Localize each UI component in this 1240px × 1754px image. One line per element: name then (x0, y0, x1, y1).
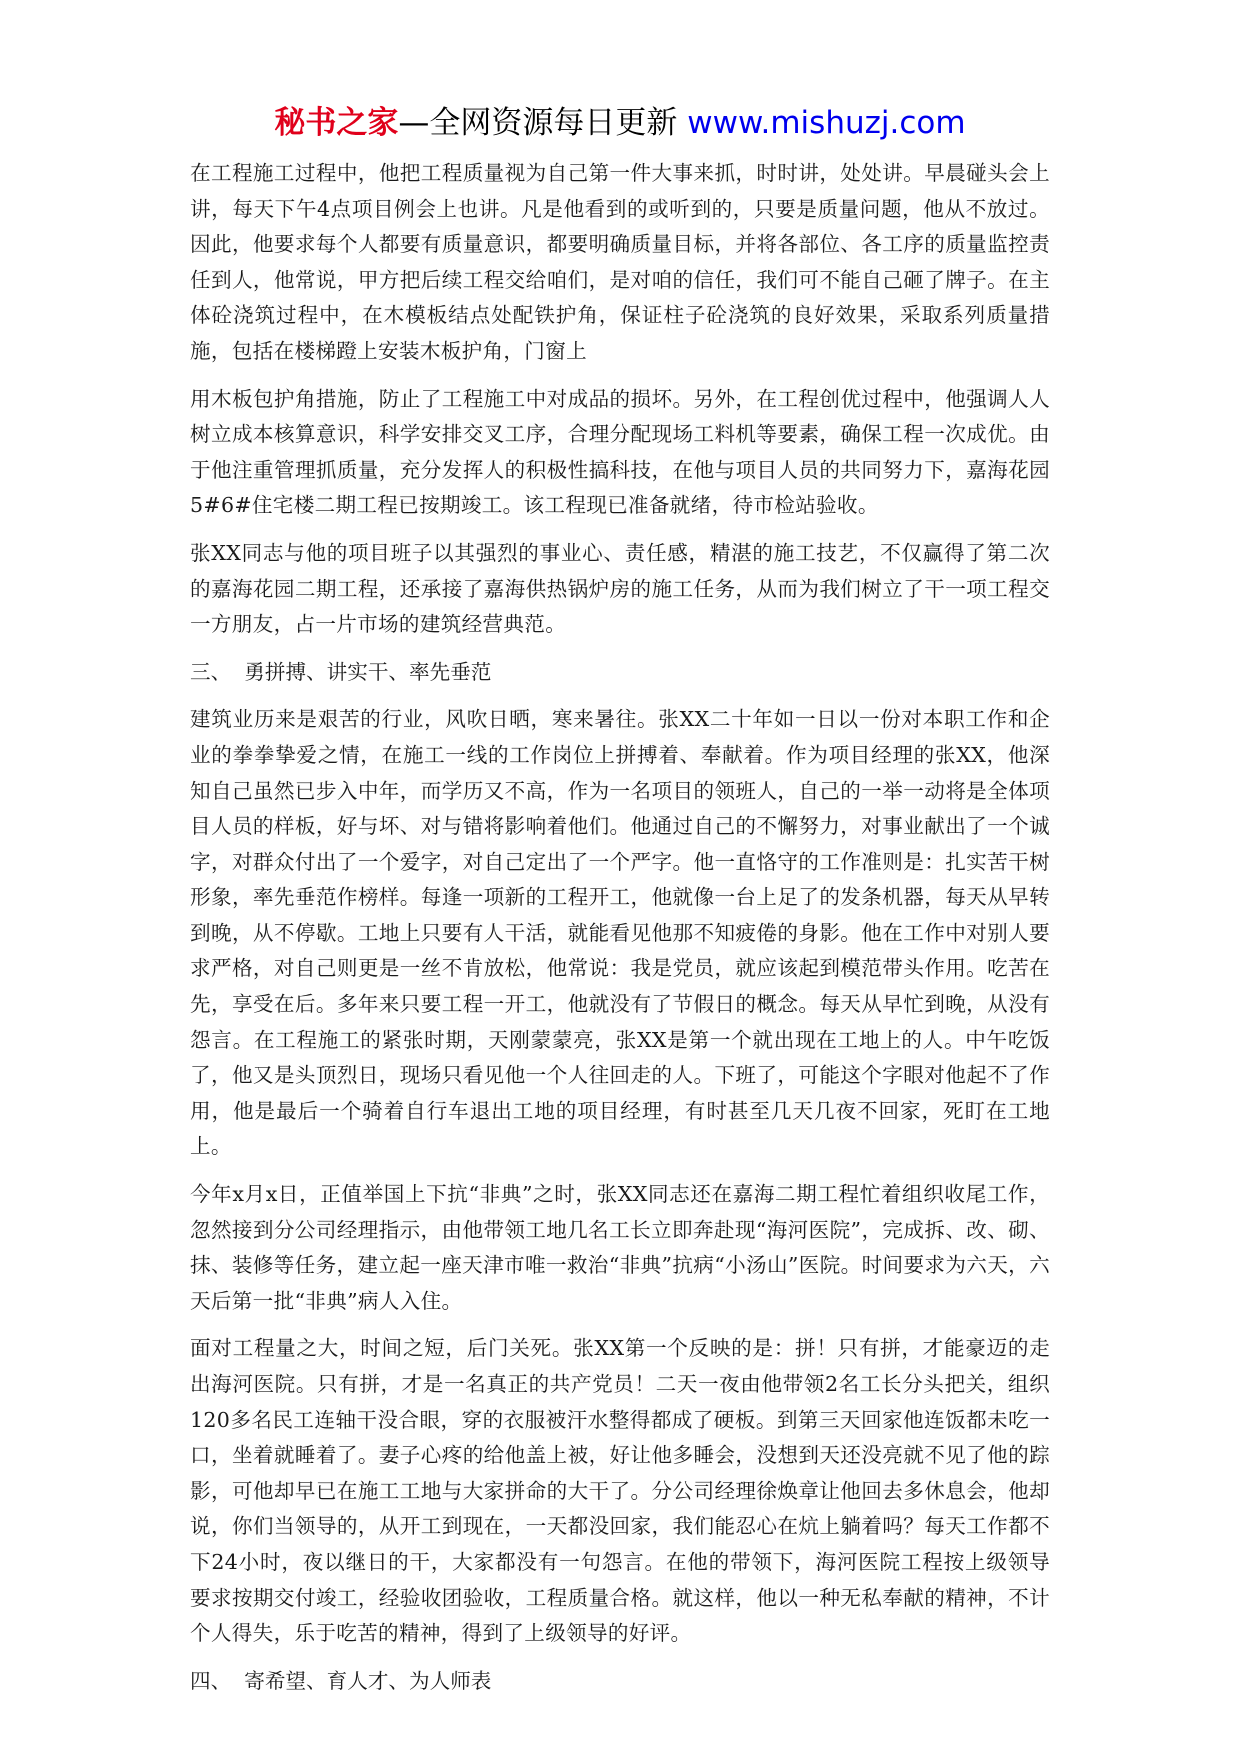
brand-name: 秘书之家 (274, 105, 399, 141)
site-url-link[interactable]: www.mishuzj.com (687, 105, 966, 141)
paragraph: 在工程施工过程中，他把工程质量视为自己第一件大事来抓，时时讲，处处讲。早晨碰头会上讲，每天下午4点项目例会上也讲。凡是他看到的或听到的，只要是质量问题，他从不放过。因此，他要求每个人都要有质量意识，都要明确质量目标，并将各部位、各工序的质量监控责任到人，他常说，甲方把后续工程交给咱们，是对咱的信任，我们可不能自己砸了牌子。在主体砼浇筑过程中，在木模板结点处配铁护角，保证柱子砼浇筑的良好效果，采取系列质量措施，包括在楼梯蹬上安装木板护角，门窗上 (190, 161, 1050, 363)
site-banner (0, 100, 1240, 146)
section-heading-4: 四、 寄希望、育人才、为人师表 (190, 1668, 492, 1693)
paragraph: 面对工程量之大，时间之短，后门关死。张XX第一个反映的是：拼！只有拼，才能豪迈的走出海河医院。只有拼，才是一名真正的共产党员！二天一夜由他带领2名工长分头把关，组织120多名民工连轴干没合眼，穿的衣服被汗水整得都成了硬板。到第三天回家他连饭都未吃一口，坐着就睡着了。妻子心疼的给他盖上被，好让他多睡会，没想到天还没亮就不见了他的踪影，可他却早已在施工工地与大家拼命的大干了。分公司经理徐焕章让他回去多休息会，他却说，你们当领导的，从开工到现在，一天都没回家，我们能忍心在炕上躺着吗？每天工作都不下24小时，夜以继日的干，大家都没有一句怨言。在他的带领下，海河医院工程按上级领导要求按期交付竣工，经验收团验收，工程质量合格。就这样，他以一种无私奉献的精神，不计个人得失，乐于吃苦的精神，得到了上级领导的好评。 (190, 1336, 1050, 1646)
paragraph: 建筑业历来是艰苦的行业，风吹日晒，寒来暑往。张XX二十年如一日以一份对本职工作和企业的拳拳挚爱之情，在施工一线的工作岗位上拼搏着、奉献着。作为项目经理的张XX，他深知自己虽然已步入中年，而学历又不高，作为一名项目的领班人，自己的一举一动将是全体项目人员的样板，好与坏、对与错将影响着他们。他通过自己的不懈努力，对事业献出了一个诚字，对群众付出了一个爱字，对自己定出了一个严字。他一直恪守的工作准则是：扎实苦干树形象，率先垂范作榜样。每逢一项新的工程开工，他就像一台上足了的发条机器，每天从早转到晚，从不停歇。工地上只要有人干活，就能看见他那不知疲倦的身影。他在工作中对别人要求严格，对自己则更是一丝不肯放松，他常说：我是党员，就应该起到模范带头作用。吃苦在先，享受在后。多年来只要工程一开工，他就没有了节假日的概念。每天从早忙到晚，从没有怨言。在工程施工的紧张时期，天刚蒙蒙亮，张XX是第一个就出现在工地上的人。中午吃饭了，他又是头顶烈日，现场只看见他一个人往回走的人。下班了，可能这个字眼对他起不了作用，他是最后一个骑着自行车退出工地的项目经理，有时甚至几天几夜不回家，死盯在工地上。 (190, 707, 1050, 1159)
paragraph: 用木板包护角措施，防止了工程施工中对成品的损坏。另外，在工程创优过程中，他强调人人树立成本核算意识，科学安排交叉工序，合理分配现场工料机等要素，确保工程一次成优。由于他注重管理抓质量，充分发挥人的积极性搞科技，在他与项目人员的共同努力下，嘉海花园5#6#住宅楼二期工程已按期竣工。该工程现已准备就绪，待市检站验收。 (190, 386, 1050, 518)
banner-slogan: —全网资源每日更新 (398, 105, 688, 141)
paragraph: 张XX同志与他的项目班子以其强烈的事业心、责任感，精湛的施工技艺，不仅赢得了第二次的嘉海花园二期工程，还承接了嘉海供热锅炉房的施工任务，从而为我们树立了干一项工程交一方朋友，占一片市场的建筑经营典范。 (190, 540, 1050, 637)
document-body (190, 156, 1050, 1711)
paragraph: 今年x月x日，正值举国上下抗“非典”之时，张XX同志还在嘉海二期工程忙着组织收尾工作，忽然接到分公司经理指示，由他带领工地几名工长立即奔赴现“海河医院”，完成拆、改、砌、抹、装修等任务，建立起一座天津市唯一救治“非典”抗病“小汤山”医院。时间要求为六天，六天后第一批“非典”病人入住。 (190, 1182, 1050, 1313)
section-heading-3: 三、 勇拼搏、讲实干、率先垂范 (190, 659, 492, 684)
